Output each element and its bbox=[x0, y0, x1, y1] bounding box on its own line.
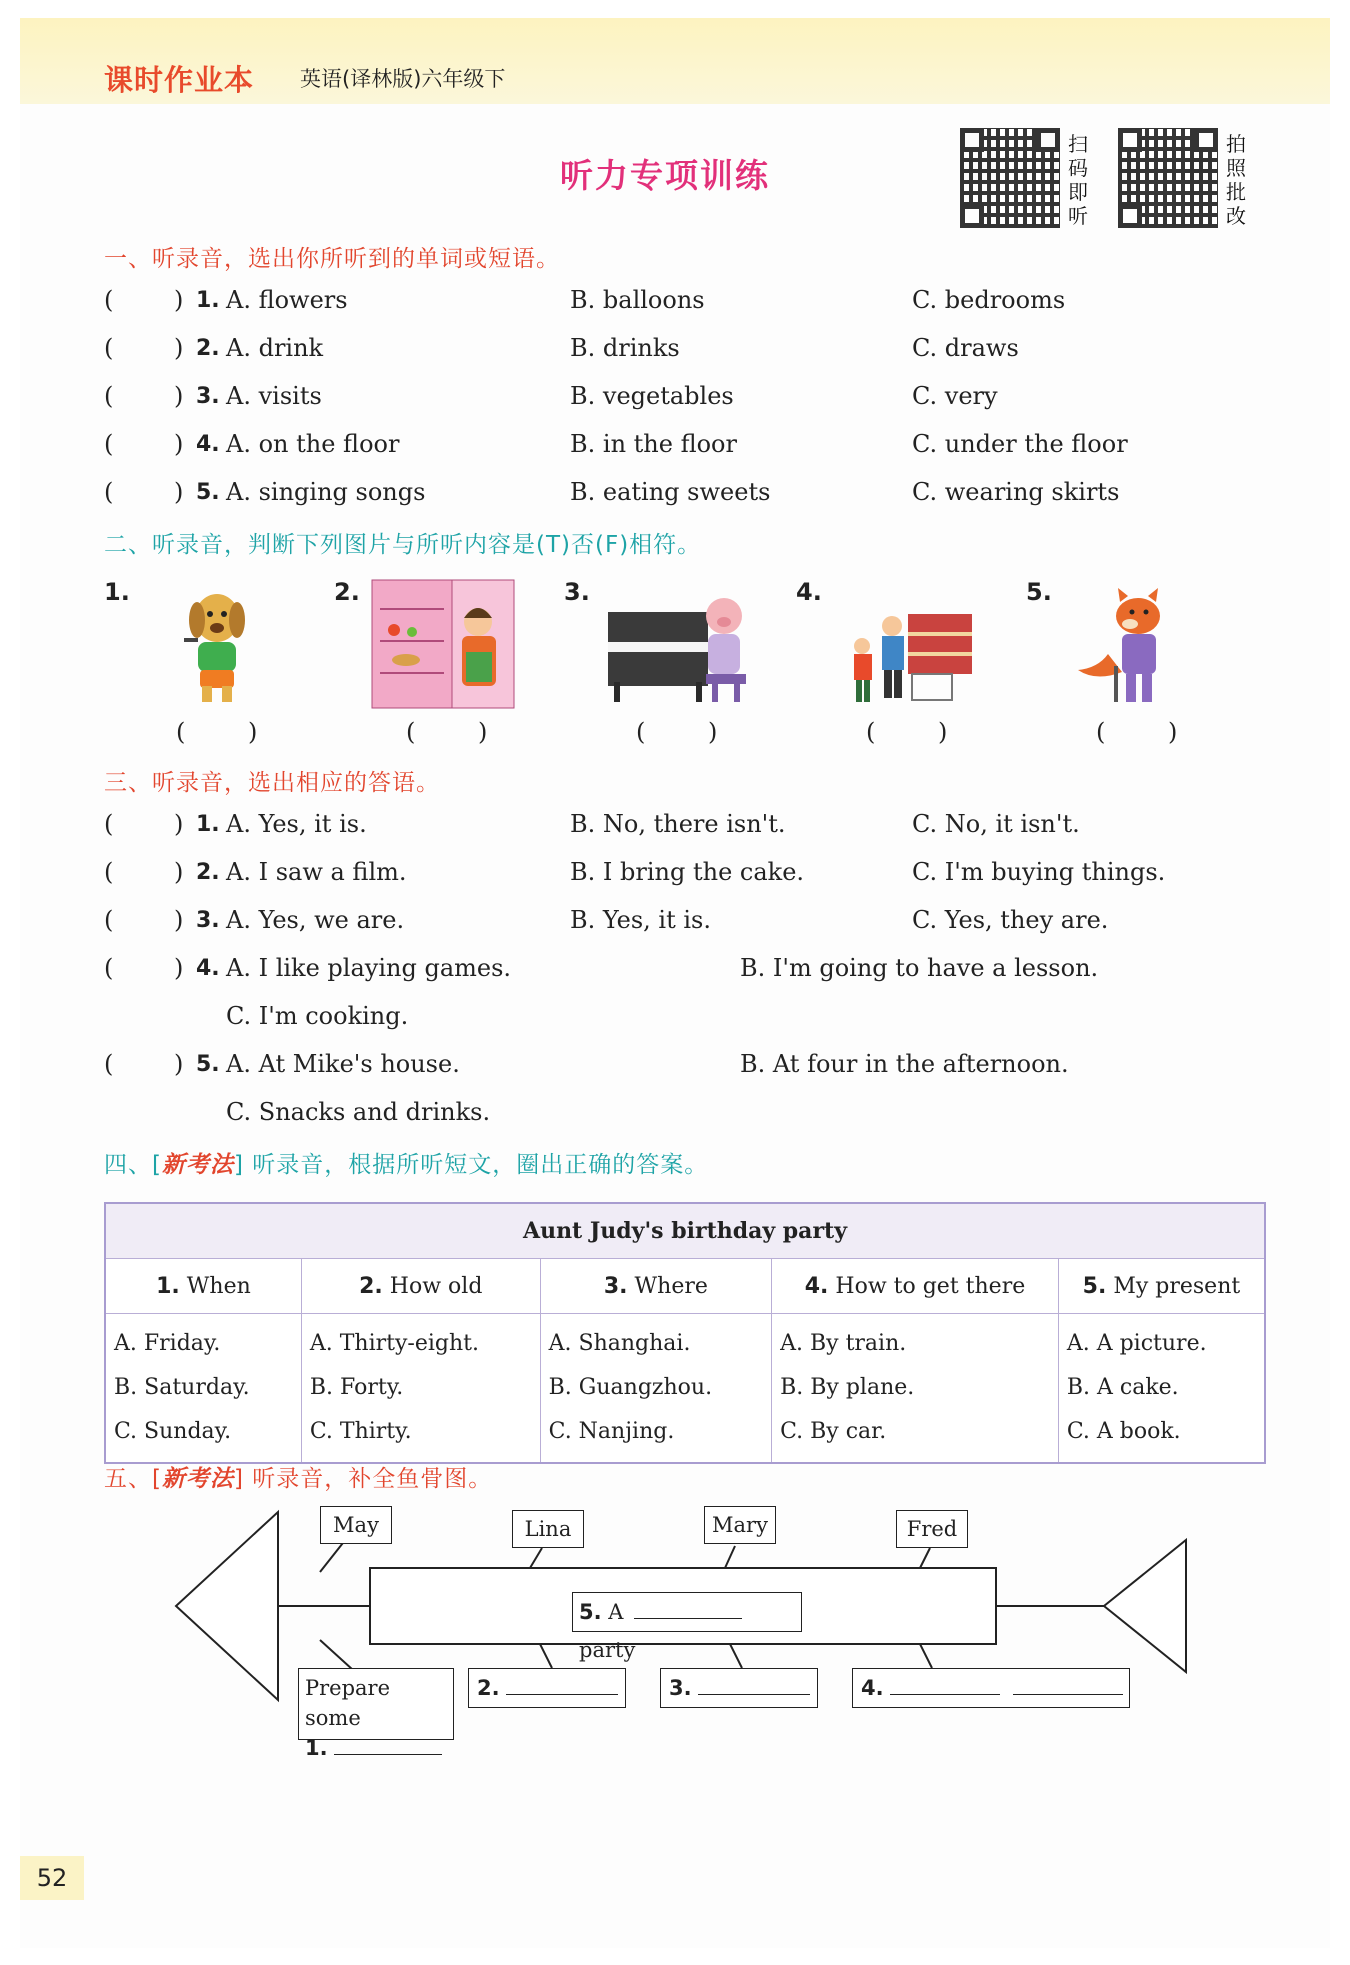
column-label: Where bbox=[634, 1273, 708, 1299]
table-column-header bbox=[105, 1259, 301, 1314]
picture-number: 1. bbox=[104, 578, 130, 606]
blank-number: 1. bbox=[305, 1736, 328, 1760]
brand-title: 课时作业本 bbox=[104, 63, 255, 97]
qr-listen-label: 扫码即听 bbox=[1068, 132, 1088, 228]
table-option[interactable]: B. Guangzhou. bbox=[548, 1375, 713, 1400]
table-option[interactable]: A. A picture. bbox=[1066, 1331, 1207, 1356]
picture-number: 3. bbox=[564, 578, 590, 606]
section1-heading: 一、听录音，选出你所听到的单词或短语。 bbox=[104, 246, 560, 272]
option-b[interactable]: B. in the floor bbox=[570, 430, 737, 458]
column-number: 1. bbox=[156, 1273, 180, 1299]
book-subtitle: 英语(译林版)六年级下 bbox=[300, 67, 506, 91]
section4-heading-text: ] 听录音，根据所听短文，圈出正确的答案。 bbox=[233, 1152, 709, 1178]
box-2 bbox=[468, 1668, 626, 1708]
table-cell bbox=[1058, 1314, 1265, 1464]
table-column-header bbox=[772, 1259, 1059, 1314]
box-4 bbox=[852, 1668, 1130, 1708]
table-option[interactable]: A. Thirty-eight. bbox=[309, 1331, 479, 1356]
blank-3-input[interactable] bbox=[698, 1694, 810, 1695]
blank-number: 4. bbox=[861, 1676, 884, 1700]
table-option[interactable]: B. Saturday. bbox=[114, 1375, 250, 1400]
table-option[interactable]: C. Thirty. bbox=[309, 1419, 412, 1444]
question-number: 3. bbox=[196, 384, 220, 409]
dog-singing-icon bbox=[162, 578, 272, 710]
qr-code-grade-icon[interactable] bbox=[1118, 128, 1218, 228]
option-c[interactable]: C. No, it isn't. bbox=[912, 810, 1080, 838]
option-b[interactable]: B. I bring the cake. bbox=[570, 858, 805, 886]
question-number: 3. bbox=[196, 908, 220, 933]
table-cell bbox=[540, 1314, 771, 1464]
name-box-may: May bbox=[320, 1506, 392, 1544]
option-c[interactable]: C. very bbox=[912, 382, 998, 410]
column-number: 4. bbox=[804, 1273, 829, 1299]
question-row: ( ) 2. A. drink B. drinks C. draws bbox=[104, 334, 1019, 362]
option-b[interactable]: B. vegetables bbox=[570, 382, 734, 410]
table-column-header bbox=[540, 1259, 771, 1314]
blank-4a-input[interactable] bbox=[890, 1694, 1000, 1695]
fridge-boy-icon bbox=[370, 578, 518, 710]
page-number: 52 bbox=[20, 1856, 84, 1900]
option-a[interactable]: A. flowers bbox=[226, 286, 348, 314]
question-number: 2. bbox=[196, 336, 220, 361]
column-number: 2. bbox=[359, 1273, 383, 1299]
section2-heading: 二、听录音，判断下列图片与所听内容是(T)否(F)相符。 bbox=[104, 532, 702, 558]
column-label: My present bbox=[1113, 1273, 1241, 1299]
table-option[interactable]: A. By train. bbox=[780, 1331, 907, 1356]
option-a[interactable]: A. drink bbox=[226, 334, 324, 362]
option-c[interactable]: C. bedrooms bbox=[912, 286, 1066, 314]
qr-code-listen-icon[interactable] bbox=[960, 128, 1060, 228]
option-b[interactable]: B. No, there isn't. bbox=[570, 810, 786, 838]
pig-piano-icon bbox=[606, 586, 756, 706]
option-a[interactable]: A. At Mike's house. bbox=[226, 1050, 460, 1078]
new-exam-tag: 新考法 bbox=[161, 1465, 234, 1492]
table-title: Aunt Judy's birthday party bbox=[105, 1203, 1265, 1259]
blank-1-input[interactable] bbox=[334, 1754, 442, 1755]
blank-5-input[interactable] bbox=[634, 1618, 742, 1619]
section4-heading bbox=[104, 1146, 708, 1179]
option-a[interactable]: A. visits bbox=[226, 382, 322, 410]
picture-number: 2. bbox=[334, 578, 360, 606]
box-3 bbox=[660, 1668, 818, 1708]
question-row: ( ) 3. A. visits B. vegetables C. very bbox=[104, 382, 998, 410]
option-a[interactable]: A. singing songs bbox=[226, 478, 426, 506]
table-option[interactable]: B. By plane. bbox=[780, 1375, 915, 1400]
party-table bbox=[104, 1202, 1266, 1464]
column-label: How old bbox=[389, 1273, 483, 1299]
table-cell bbox=[105, 1314, 301, 1464]
prepare-label: Prepare some bbox=[305, 1676, 391, 1730]
table-option[interactable]: A. Shanghai. bbox=[548, 1331, 691, 1356]
picture-number: 5. bbox=[1026, 578, 1052, 606]
column-number: 5. bbox=[1082, 1273, 1107, 1299]
fish-head bbox=[176, 1512, 278, 1700]
question-number: 5. bbox=[196, 1052, 220, 1077]
fish-tail bbox=[1104, 1540, 1186, 1672]
picture-number: 4. bbox=[796, 578, 822, 606]
name-box-fred: Fred bbox=[896, 1510, 968, 1548]
option-a[interactable]: A. Yes, it is. bbox=[226, 810, 367, 838]
question-number: 1. bbox=[196, 288, 220, 313]
table-column-header bbox=[301, 1259, 540, 1314]
table-option[interactable]: C. A book. bbox=[1066, 1419, 1181, 1444]
blank-number: 2. bbox=[477, 1676, 500, 1700]
center-box bbox=[572, 1592, 802, 1662]
option-c[interactable]: C. I'm buying things. bbox=[912, 858, 1166, 886]
option-b[interactable]: B. balloons bbox=[570, 286, 705, 314]
question-row: ( ) 5. A. At Mike's house. B. At four in the afternoon. C. Snacks and drinks. bbox=[104, 1050, 1069, 1126]
section5-heading-prefix: 五、[ bbox=[104, 1466, 162, 1492]
question-number: 5. bbox=[196, 480, 220, 505]
table-option[interactable]: A. Friday. bbox=[114, 1331, 221, 1356]
table-cell bbox=[772, 1314, 1059, 1464]
question-row: ( ) 4. A. I like playing games. B. I'm going to have a lesson. C. I'm cooking. bbox=[104, 954, 1099, 1030]
question-number: 4. bbox=[196, 432, 220, 457]
question-row: ( ) 1. A. Yes, it is. B. No, there isn't. C. No, it isn't. bbox=[104, 810, 1080, 838]
option-b[interactable]: B. I'm going to have a lesson. bbox=[740, 954, 1099, 982]
prepare-box bbox=[298, 1668, 454, 1760]
table-column-header bbox=[1058, 1259, 1265, 1314]
blank-2-input[interactable] bbox=[506, 1694, 618, 1695]
option-c[interactable]: C. draws bbox=[912, 334, 1019, 362]
fox-costume-icon bbox=[1070, 586, 1190, 710]
option-c[interactable]: C. I'm cooking. bbox=[226, 1002, 409, 1030]
table-cell bbox=[301, 1314, 540, 1464]
column-label: How to get there bbox=[835, 1273, 1026, 1299]
section4-heading-prefix: 四、[ bbox=[104, 1152, 162, 1178]
question-row: ( ) 4. A. on the floor B. in the floor C. under the floor bbox=[104, 430, 1128, 458]
option-a[interactable]: A. on the floor bbox=[226, 430, 400, 458]
option-a[interactable]: A. I saw a film. bbox=[226, 858, 407, 886]
question-row: ( ) 1. A. flowers B. balloons C. bedrooms bbox=[104, 286, 1066, 314]
option-b[interactable]: B. drinks bbox=[570, 334, 680, 362]
blank-number: 5. bbox=[579, 1600, 602, 1624]
table-option[interactable]: C. By car. bbox=[780, 1419, 887, 1444]
option-a[interactable]: A. Yes, we are. bbox=[226, 906, 405, 934]
question-number: 1. bbox=[196, 812, 220, 837]
section3-heading: 三、听录音，选出相应的答语。 bbox=[104, 770, 440, 796]
option-c[interactable]: C. Snacks and drinks. bbox=[226, 1098, 491, 1126]
section5-heading bbox=[104, 1460, 492, 1493]
section5-heading-text: ] 听录音，补全鱼骨图。 bbox=[233, 1466, 493, 1492]
center-prefix: A bbox=[608, 1600, 624, 1624]
question-number: 4. bbox=[196, 956, 220, 981]
table-option[interactable]: C. Nanjing. bbox=[548, 1419, 675, 1444]
option-b[interactable]: B. Yes, it is. bbox=[570, 906, 711, 934]
option-c[interactable]: C. wearing skirts bbox=[912, 478, 1120, 506]
option-b[interactable]: B. At four in the afternoon. bbox=[740, 1050, 1069, 1078]
blank-4b-input[interactable] bbox=[1013, 1694, 1123, 1695]
table-option[interactable]: B. Forty. bbox=[309, 1375, 404, 1400]
column-label: When bbox=[186, 1273, 251, 1299]
new-exam-tag: 新考法 bbox=[161, 1151, 234, 1178]
family-shopping-icon bbox=[848, 612, 974, 712]
table-option[interactable]: B. A cake. bbox=[1066, 1375, 1179, 1400]
qr-grade-label: 拍照批改 bbox=[1226, 132, 1246, 228]
option-a[interactable]: A. I like playing games. bbox=[226, 954, 512, 982]
question-row: ( ) 2. A. I saw a film. B. I bring the cake. C. I'm buying things. bbox=[104, 858, 1166, 886]
option-c[interactable]: C. under the floor bbox=[912, 430, 1128, 458]
center-suffix: party bbox=[579, 1638, 636, 1662]
name-box-lina: Lina bbox=[512, 1510, 584, 1548]
page-title: 听力专项训练 bbox=[560, 156, 770, 195]
column-number: 3. bbox=[603, 1273, 628, 1299]
name-box-mary: Mary bbox=[704, 1506, 776, 1544]
table-option[interactable]: C. Sunday. bbox=[114, 1419, 232, 1444]
question-row: ( ) 3. A. Yes, we are. B. Yes, it is. C. Yes, they are. bbox=[104, 906, 1109, 934]
blank-number: 3. bbox=[669, 1676, 692, 1700]
question-number: 2. bbox=[196, 860, 220, 885]
option-b[interactable]: B. eating sweets bbox=[570, 478, 771, 506]
option-c[interactable]: C. Yes, they are. bbox=[912, 906, 1109, 934]
question-row: ( ) 5. A. singing songs B. eating sweets C. wearing skirts bbox=[104, 478, 1120, 506]
